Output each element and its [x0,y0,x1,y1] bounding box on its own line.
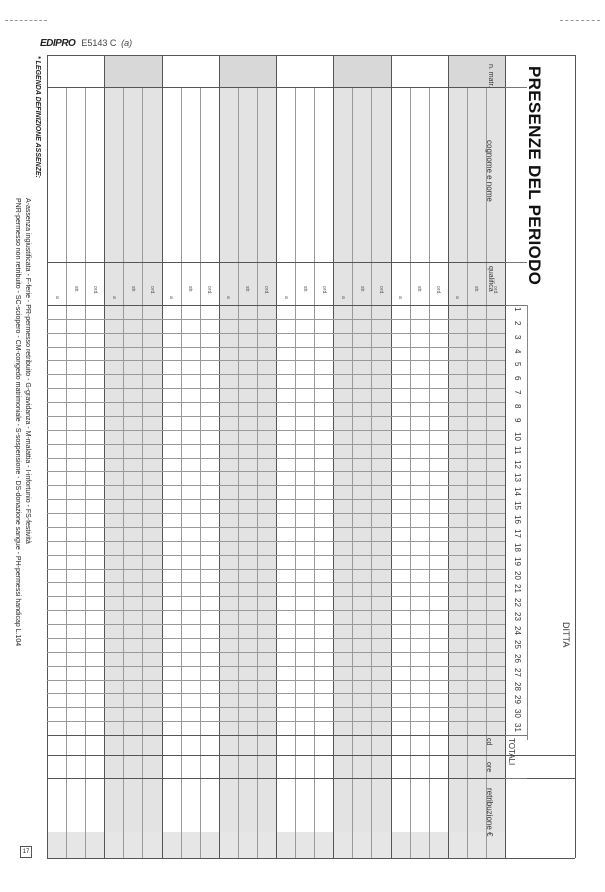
day-number: 25 [513,639,522,649]
row-header-shade [219,55,276,87]
day-line [47,471,505,472]
day-line [47,305,505,306]
total-label: TOTALI [507,738,516,766]
day-line [47,527,505,528]
day-number: 7 [513,390,522,395]
table-border-right [575,55,576,858]
name-label: cognome e nome [485,140,494,202]
day-number: 4 [513,348,522,354]
day-line [47,610,505,611]
day-line [47,360,505,361]
row-shade [333,55,390,858]
day-line [47,374,505,375]
day-line [47,555,505,556]
day-line [47,721,505,722]
sub-row-label: str. [416,286,423,293]
day-number: 5 [513,362,522,367]
form-variant: (a) [121,38,133,48]
day-header-divider [527,305,528,740]
day-line [47,416,505,417]
legend-line-1: A-assenza ingiustificata - F-ferie - PR-permesso retribuito - G-gravidanza - M-malattia - I-infortunio - FS-festività [24,198,31,544]
day-line [47,541,505,542]
row-shade [448,55,505,858]
day-line [47,624,505,625]
day-number: 29 [513,695,522,705]
day-number: 1 [513,307,522,312]
employee-row-divider [448,55,449,858]
sub-row-label: str. [473,286,480,293]
day-number: 27 [513,667,522,677]
day-number: 9 [513,417,522,423]
day-line [47,319,505,320]
day-line [47,444,505,445]
sub-row-label: a [339,296,346,299]
day-line [47,430,505,431]
cut-line-right [560,20,600,21]
row-header-shade [104,55,161,87]
row-header-shade [333,55,390,87]
header-column-border [505,55,506,858]
employee-row-divider [391,55,392,858]
employee-row-divider [104,55,105,858]
sub-row-label: a [225,296,232,299]
role-label: qualifica [487,266,494,292]
day-line [47,333,505,334]
day-number: 10 [513,431,522,441]
day-line [47,402,505,403]
employee-row-divider [333,55,334,858]
sub-row-label: a [168,296,175,299]
day-number: 16 [513,515,522,524]
sub-row-label: a [397,296,404,299]
day-line [47,652,505,653]
header-line [505,778,527,779]
day-line [47,596,505,597]
day-line [47,347,505,348]
row-shade [104,55,161,858]
day-number: 13 [513,473,522,483]
sub-row-label: a [454,296,461,299]
sub-row-divider [314,87,315,858]
day-number: 11 [513,445,522,455]
sub-row-label: ord. [263,286,270,295]
row-header-shade [448,55,505,87]
publisher-mark [40,38,132,49]
legend-heading: * LEGENDA DEFINIZIONE ASSENZE: [34,56,41,178]
sub-row-label: str. [129,286,136,293]
day-line [47,707,505,708]
sub-row-label: a [282,296,289,299]
table-border-top [47,55,575,56]
day-line [47,638,505,639]
day-line [47,499,505,500]
sub-row-divider [295,87,296,858]
page-title: PRESENZE DEL PERIODO [525,66,544,286]
sub-row-divider [429,87,430,858]
day-number: 12 [513,459,522,469]
sub-row-label: a [110,296,117,299]
day-line [47,458,505,459]
header-line [505,305,527,306]
sub-row-label: ord. [377,286,384,295]
sub-row-divider [200,87,201,858]
day-number: 18 [513,542,522,552]
form-code: E5143 C [81,38,117,48]
sub-row-divider [238,87,239,858]
employee-row-divider [276,55,277,858]
header-line [505,735,527,736]
sub-row-label: str. [187,286,194,293]
day-number: 19 [513,556,522,566]
table-border-bottom [47,858,575,859]
retribution-label: retribuzione € [485,788,494,837]
page-number: 17 [20,846,32,858]
day-number: 21 [513,584,522,594]
sub-row-label: a [53,296,60,299]
sub-row-label: ord. [492,286,499,295]
day-number: 14 [513,487,522,497]
day-number: 23 [513,612,522,622]
day-number: 17 [513,528,522,538]
day-line [47,680,505,681]
day-line [47,388,505,389]
sub-row-divider [181,87,182,858]
row-shade [219,55,276,858]
day-number: 3 [513,334,522,340]
employee-row-divider [162,55,163,858]
sub-row-label: str. [301,286,308,293]
day-line [47,666,505,667]
day-number: 22 [513,598,522,608]
day-line [47,569,505,570]
day-line [47,485,505,486]
day-number: 28 [513,681,522,691]
legend-line-2: PNR-permesso non retribuito - SC-sciopero - CM-congedo matrimoniale - S-sospensione - DS-donazione sangue - PH-permessi handicap L.104 [14,198,21,647]
sub-row-label: ord. [148,286,155,295]
sub-row-divider [66,87,67,858]
day-number: 31 [513,723,522,733]
sub-row-divider [142,87,143,858]
day-line [47,693,505,694]
day-number: 30 [513,709,522,719]
employee-row-divider [219,55,220,858]
sub-row-divider [85,87,86,858]
sub-row-divider [410,87,411,858]
sub-row-label: str. [72,286,79,293]
day-number: 20 [513,570,522,580]
day-number: 24 [513,626,522,635]
total-line [47,755,575,756]
sub-row-label: ord. [320,286,327,295]
day-number: 2 [513,320,522,326]
day-line [47,582,505,583]
total-ore-label: ore [485,762,492,773]
sub-row-divider [123,87,124,858]
section-line [47,87,505,88]
publisher-brand: EDIPRO [40,38,76,49]
sub-row-label: ord. [91,286,98,295]
day-number: 6 [513,376,522,381]
day-line [47,735,505,736]
sub-row-label: ord. [435,286,442,295]
company-label: DITTA [561,622,571,648]
table-border-left [47,55,48,858]
matr-label: n. matr. [487,64,494,88]
cut-line-left [5,20,47,21]
total-cd-label: cd [485,738,492,746]
day-number: 15 [513,501,522,511]
sub-row-divider [467,87,468,858]
sub-row-label: ord. [206,286,213,295]
day-line [47,513,505,514]
total-split-line [47,778,575,779]
sub-row-divider [257,87,258,858]
sub-row-divider [371,87,372,858]
section-line [47,262,505,263]
day-number: 8 [513,404,522,409]
sub-row-label: str. [358,286,365,293]
sub-row-label: str. [244,286,251,293]
sub-row-divider [352,87,353,858]
day-number: 26 [513,653,522,663]
